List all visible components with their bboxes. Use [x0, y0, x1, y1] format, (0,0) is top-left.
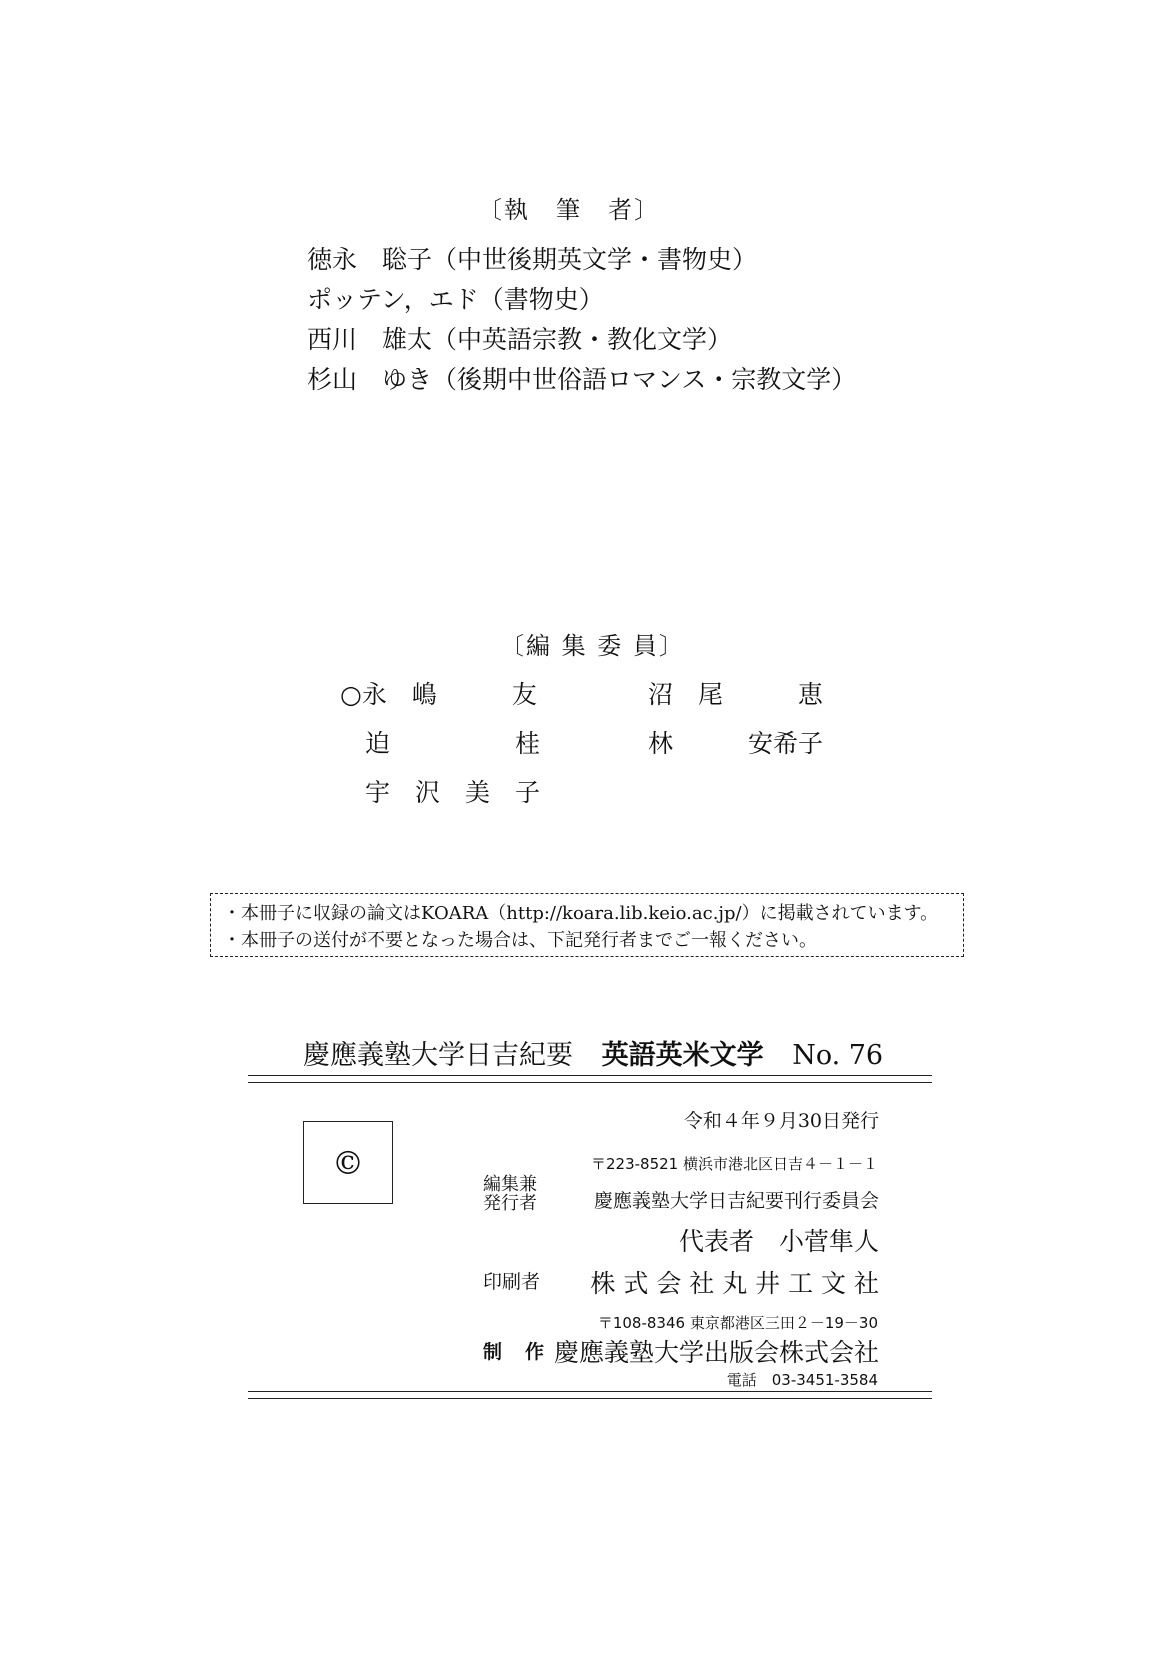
journal-series: 慶應義塾大学日吉紀要: [303, 1040, 573, 1071]
printer-name: 株 式 会 社 丸 井 工 文 社: [590, 1269, 879, 1298]
representative: 代表者 小菅隼人: [678, 1227, 879, 1256]
journal-title: [303, 1033, 883, 1072]
authors-heading: 〔執 筆 者〕: [478, 196, 660, 224]
publish-date: 令和４年９月30日発行: [683, 1110, 879, 1132]
divider: [248, 1391, 932, 1392]
author-entry: [307, 280, 604, 316]
editor-member: ○永 嶋 友: [340, 680, 537, 709]
editor-address: 〒223-8521 横浜市港北区日吉４－１－１: [591, 1155, 878, 1173]
phone-number: 電話 03-3451-3584: [726, 1371, 878, 1389]
editor-label-line: 編集兼: [483, 1174, 537, 1195]
journal-number: No. 76: [792, 1040, 884, 1071]
author-name: ポッテン，エド: [307, 285, 479, 314]
production-label: 制 作: [483, 1341, 547, 1363]
journal-subject: 英語英米文学: [601, 1040, 764, 1071]
editor-label: [483, 1175, 537, 1213]
editor-label-line: 発行者: [483, 1193, 537, 1214]
divider: [248, 1398, 932, 1399]
author-field: （書物史）: [478, 285, 604, 314]
divider: [248, 1075, 932, 1076]
author-entry: [307, 240, 757, 276]
editors-heading: 〔編 集 委 員〕: [500, 632, 685, 660]
production-company: 慶應義塾大学出版会株式会社: [553, 1338, 879, 1367]
notice-line: ・本冊子の送付が不要となった場合は、下記発行者までご一報ください。: [223, 930, 817, 951]
copyright-symbol: ©: [332, 1143, 364, 1182]
notice-line: ・本冊子に収録の論文はKOARA（http://koara.lib.keio.ac.jp/）に掲載されています。: [223, 903, 939, 924]
editor-member: 迫 桂: [365, 729, 541, 758]
author-name: 西川 雄太: [307, 325, 433, 354]
editor-member: 沼 尾 恵: [648, 680, 824, 709]
copyright-box: [303, 1121, 393, 1204]
editor-organization: 慶應義塾大学日吉紀要刊行委員会: [593, 1190, 879, 1212]
author-entry: [307, 320, 732, 356]
printer-label: 印刷者: [483, 1271, 541, 1293]
author-name: 徳永 聡子: [307, 245, 433, 274]
divider: [248, 1082, 932, 1083]
author-field: （後期中世俗語ロマンス・宗教文学）: [432, 365, 857, 394]
author-field: （中世後期英文学・書物史）: [432, 245, 758, 274]
author-field: （中英語宗教・教化文学）: [432, 325, 733, 354]
notice-box: [210, 893, 964, 957]
printer-address: 〒108-8346 東京都港区三田２－19－30: [597, 1314, 878, 1332]
editor-member: 宇 沢 美 子: [365, 778, 541, 807]
editor-member: 林 安希子: [648, 729, 824, 758]
author-name: 杉山 ゆき: [307, 365, 433, 394]
author-entry: [307, 360, 856, 396]
